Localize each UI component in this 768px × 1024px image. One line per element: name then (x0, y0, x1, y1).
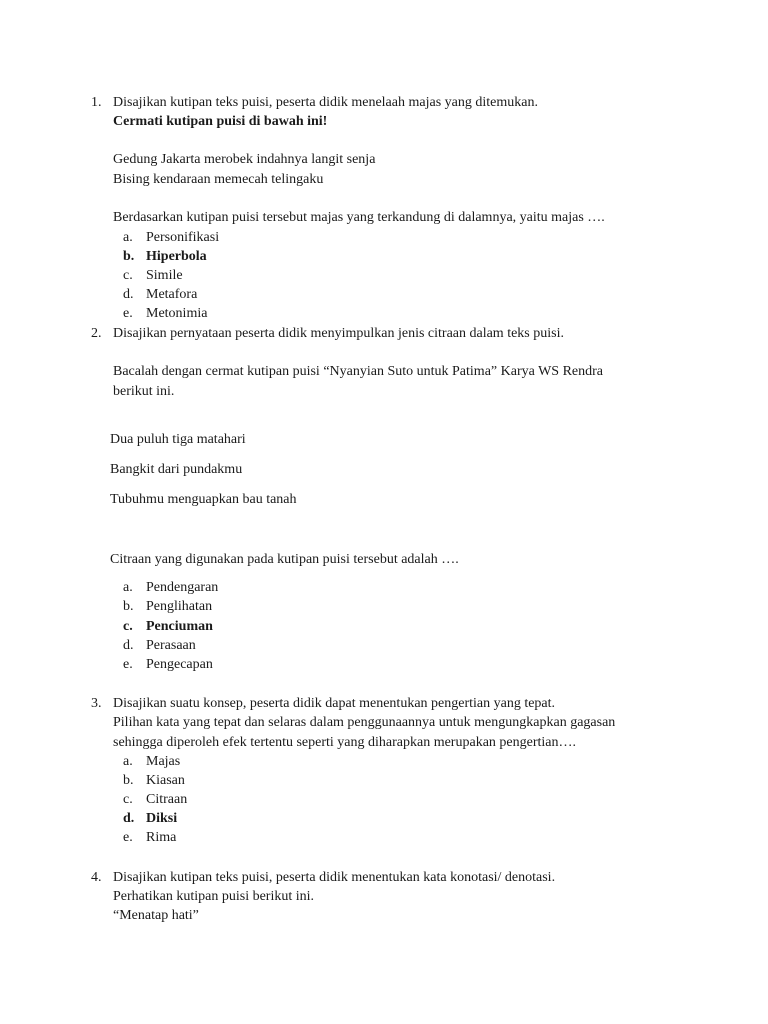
option-text: Simile (146, 268, 183, 283)
option-text: Rima (146, 830, 177, 845)
option-letter: b. (123, 773, 134, 788)
option-text: Penglihatan (146, 599, 213, 614)
option-letter: b. (123, 599, 134, 614)
option-text: Kiasan (146, 773, 185, 788)
option-text: Metafora (146, 287, 198, 302)
poem-line: Bangkit dari pundakmu (110, 462, 243, 477)
question-indicator: Disajikan kutipan teks puisi, peserta didik menelaah majas yang ditemukan. (113, 95, 538, 110)
question-indicator: Disajikan suatu konsep, peserta didik dapat menentukan pengertian yang tepat. (113, 696, 556, 711)
option-text: Metonimia (146, 306, 208, 321)
option-letter: c. (123, 619, 133, 634)
option-text: Penciuman (146, 619, 213, 634)
question-stem: sehingga diperoleh efek tertentu seperti yang diharapkan merupakan pengertian…. (113, 735, 576, 750)
option-letter: c. (123, 268, 133, 283)
option-letter: a. (123, 230, 133, 245)
option-letter: d. (123, 287, 134, 302)
option-text: Diksi (146, 811, 178, 826)
question-stem: Citraan yang digunakan pada kutipan puisi tersebut adalah …. (110, 552, 459, 567)
poem-line: Dua puluh tiga matahari (110, 432, 246, 447)
option-text: Majas (146, 754, 181, 769)
option-text: Hiperbola (146, 249, 207, 264)
option-text: Pendengaran (146, 580, 219, 595)
question-instruction: Bacalah dengan cermat kutipan puisi “Nyanyian Suto untuk Patima” Karya WS Rendra (113, 364, 603, 379)
option-text: Perasaan (146, 638, 196, 653)
question-instruction: Cermati kutipan puisi di bawah ini! (113, 114, 328, 129)
option-letter: d. (123, 638, 134, 653)
option-letter: e. (123, 306, 133, 321)
option-text: Citraan (146, 792, 188, 807)
question-number: 1. (91, 95, 102, 110)
poem-line: Gedung Jakarta merobek indahnya langit senja (113, 152, 376, 167)
option-letter: d. (123, 811, 135, 826)
option-letter: e. (123, 657, 133, 672)
question-instruction: berikut ini. (113, 384, 175, 399)
option-letter: c. (123, 792, 133, 807)
poem-line: Tubuhmu menguapkan bau tanah (110, 492, 297, 507)
question-instruction: Perhatikan kutipan puisi berikut ini. (113, 889, 315, 904)
poem-quote: “Menatap hati” (113, 908, 199, 923)
question-stem: Pilihan kata yang tepat dan selaras dalam penggunaannya untuk mengungkapkan gagasan (113, 715, 616, 730)
option-letter: a. (123, 580, 133, 595)
question-indicator: Disajikan kutipan teks puisi, peserta didik menentukan kata konotasi/ denotasi. (113, 870, 556, 885)
option-text: Personifikasi (146, 230, 220, 245)
question-number: 2. (91, 326, 102, 341)
option-letter: e. (123, 830, 133, 845)
question-number: 3. (91, 696, 102, 711)
question-indicator: Disajikan pernyataan peserta didik menyimpulkan jenis citraan dalam teks puisi. (113, 326, 564, 341)
question-number: 4. (91, 870, 102, 885)
poem-line: Bising kendaraan memecah telingaku (113, 172, 324, 187)
option-letter: b. (123, 249, 135, 264)
option-text: Pengecapan (146, 657, 213, 672)
question-stem: Berdasarkan kutipan puisi tersebut majas yang terkandung di dalamnya, yaitu majas …. (113, 210, 605, 225)
option-letter: a. (123, 754, 133, 769)
